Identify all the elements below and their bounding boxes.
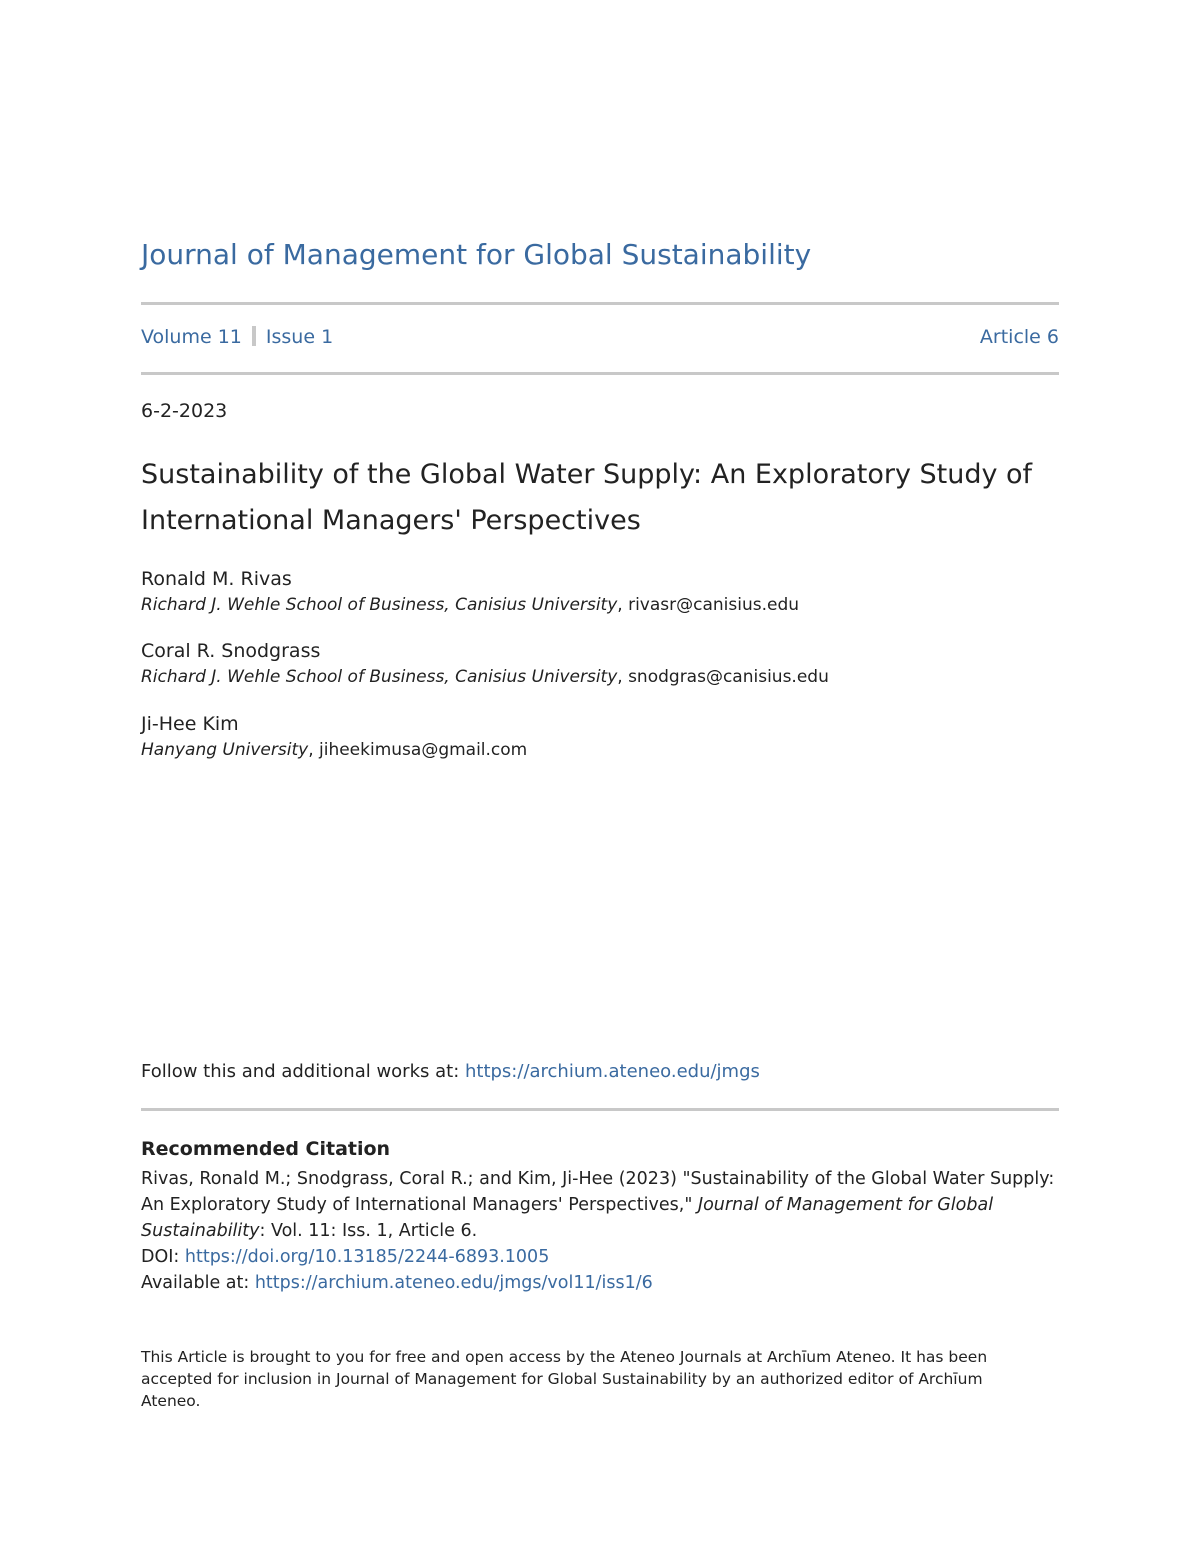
author-name: Ronald M. Rivas <box>141 568 292 590</box>
affiliation-name: Richard J. Wehle School of Business, Canisius University <box>141 667 618 687</box>
issue-link[interactable]: Issue 1 <box>265 326 334 348</box>
doi-label: DOI: <box>141 1247 185 1267</box>
divider <box>141 1108 1059 1111</box>
divider <box>141 302 1059 305</box>
volume-link[interactable]: Volume 11 <box>141 326 242 348</box>
author-name: Ji-Hee Kim <box>141 713 239 735</box>
author-email[interactable]: rivasr@canisius.edu <box>628 595 800 615</box>
affiliation-name: Hanyang University <box>141 740 309 760</box>
author-affiliation: Hanyang University, jiheekimusa@gmail.com <box>141 740 528 760</box>
available-label: Available at: <box>141 1273 255 1293</box>
author-name: Coral R. Snodgrass <box>141 640 321 662</box>
article-link[interactable]: Article 6 <box>979 326 1059 348</box>
citation-heading: Recommended Citation <box>141 1138 391 1160</box>
citation-block <box>141 1166 1059 1296</box>
author-email[interactable]: snodgras@canisius.edu <box>628 667 829 687</box>
journal-title-link[interactable]: Journal of Management for Global Sustainability <box>141 238 812 271</box>
author-affiliation: Richard J. Wehle School of Business, Canisius University, rivasr@canisius.edu <box>141 595 800 615</box>
author-email[interactable]: jiheekimusa@gmail.com <box>319 740 528 760</box>
separator <box>252 326 256 346</box>
citation-volume: : Vol. 11: Iss. 1, Article 6. <box>259 1221 478 1241</box>
author-block <box>141 711 1059 763</box>
follow-link[interactable]: https://archium.ateneo.edu/jmgs <box>464 1061 760 1082</box>
citation-journal: Journal of Management for Global Sustainability <box>141 1195 994 1241</box>
citation-text: Rivas, Ronald M.; Snodgrass, Coral R.; and Kim, Ji-Hee (2023) "Sustainability of the Global Water Supply: An Exploratory Study of International Managers' Perspectives," <box>141 1169 1055 1215</box>
follow-text: Follow this and additional works at: <box>141 1061 465 1082</box>
volume-issue-row <box>141 326 1059 348</box>
author-affiliation: Richard J. Wehle School of Business, Canisius University, snodgras@canisius.edu <box>141 667 829 687</box>
author-block <box>141 566 1059 618</box>
divider <box>141 372 1059 375</box>
affiliation-name: Richard J. Wehle School of Business, Canisius University <box>141 595 618 615</box>
publication-date: 6-2-2023 <box>141 400 228 422</box>
article-title: Sustainability of the Global Water Supply: An Exploratory Study of International Managers' Perspectives <box>141 459 1033 536</box>
doi-link[interactable]: https://doi.org/10.13185/2244-6893.1005 <box>184 1247 550 1267</box>
access-statement: This Article is brought to you for free and open access by the Ateneo Journals at Archīum Ateneo. It has been accepted for inclusion in Journal of Management for Global Sustainability by an authorized editor of Archīum Ateneo. <box>141 1348 988 1410</box>
author-block <box>141 638 1059 690</box>
follow-line <box>141 1061 760 1082</box>
available-link[interactable]: https://archium.ateneo.edu/jmgs/vol11/iss1/6 <box>254 1273 653 1293</box>
